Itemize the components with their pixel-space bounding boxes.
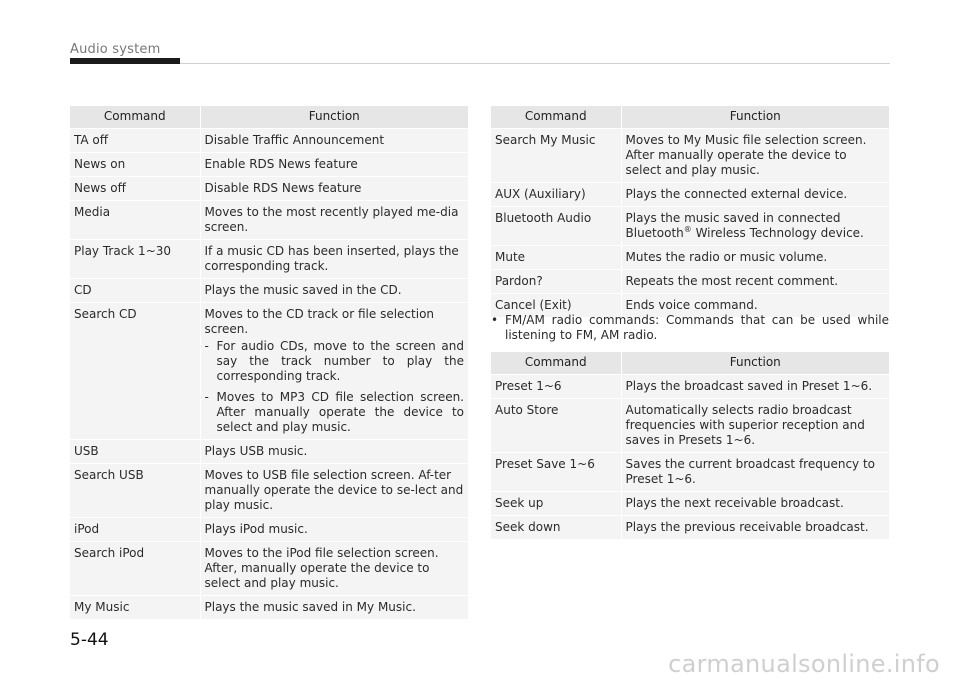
command-cell: Seek up [491,492,621,516]
command-cell: USB [70,440,200,464]
function-cell: Plays iPod music. [200,518,468,542]
function-cell: Moves to the iPod file selection screen. After, manually operate the device to select and play music. [200,542,468,596]
header-divider [180,63,890,64]
column-header-command: Command [491,352,621,375]
command-cell: Seek down [491,516,621,540]
command-cell: Auto Store [491,399,621,453]
command-cell: Cancel (Exit) [491,294,621,318]
function-text: Moves to the CD track or file selection screen. [204,307,435,336]
table-row [70,518,468,542]
column-header-command: Command [70,106,200,129]
watermark: carmanualsonline.info [668,650,940,678]
function-cell: Moves to My Music file selection screen. After manually operate the device to select and play music. [621,129,889,183]
command-cell: Media [70,201,200,240]
column-header-function: Function [621,352,889,375]
header-accent-bar [70,58,180,64]
command-cell: Search iPod [70,542,200,596]
command-cell: AUX (Auxiliary) [491,183,621,207]
table-header-row [70,106,468,129]
command-cell: My Music [70,596,200,620]
function-cell: Plays the previous receivable broadcast. [621,516,889,540]
column-header-function: Function [621,106,889,129]
table-row [70,153,468,177]
function-cell: Plays the connected external device. [621,183,889,207]
registered-mark: ® [683,225,692,234]
table-row [491,516,889,540]
table-row [70,464,468,518]
command-cell: News off [70,177,200,201]
page-number: 5-44 [70,630,109,650]
table-row [491,399,889,453]
table-header-row [491,352,889,375]
function-cell: If a music CD has been inserted, plays the corresponding track. [200,240,468,279]
command-cell: Search My Music [491,129,621,183]
function-cell: Plays the music saved in the CD. [200,279,468,303]
table-row [70,240,468,279]
function-cell: Disable RDS News feature [200,177,468,201]
table-row [491,453,889,492]
function-cell: Plays the broadcast saved in Preset 1~6. [621,375,889,399]
table-row [491,492,889,516]
table-row [491,129,889,183]
function-cell: Plays the music saved in My Music. [200,596,468,620]
function-cell: Disable Traffic Announcement [200,129,468,153]
column-header-function: Function [200,106,468,129]
function-cell: Mutes the radio or music volume. [621,246,889,270]
function-cell: Moves to the most recently played me-dia screen. [200,201,468,240]
function-cell: Repeats the most recent comment. [621,270,889,294]
section-title: Audio system [70,42,161,57]
table-row [491,270,889,294]
function-text-tail: Wireless Technology device. [691,226,864,240]
table-row [70,440,468,464]
command-cell: TA off [70,129,200,153]
function-cell [200,303,468,440]
function-cell: Plays USB music. [200,440,468,464]
radio-command-table [491,352,889,540]
function-cell [621,207,889,246]
voice-command-table-2 [491,106,889,318]
table-row [70,177,468,201]
function-cell: Plays the next receivable broadcast. [621,492,889,516]
function-cell: Moves to USB file selection screen. Af-ter manually operate the device to se-lect and play music. [200,464,468,518]
table-row [70,279,468,303]
table-row [491,246,889,270]
radio-commands-note [491,313,889,343]
voice-command-table-1 [70,106,468,620]
table-row [70,201,468,240]
sub-item: - Moves to MP3 CD file selection screen. After manually operate the device to select and play music. [204,390,464,434]
command-cell: Preset 1~6 [491,375,621,399]
function-cell: Automatically selects radio broadcast frequencies with superior reception and saves in Presets 1~6. [621,399,889,453]
command-cell: Search USB [70,464,200,518]
table-row [491,183,889,207]
note-text: FM/AM radio commands: Commands that can be used while listening to FM, AM radio. [505,313,889,342]
table-row [70,303,468,440]
command-cell: Mute [491,246,621,270]
command-cell: Preset Save 1~6 [491,453,621,492]
command-cell: Bluetooth Audio [491,207,621,246]
command-cell: News on [70,153,200,177]
table-row [70,542,468,596]
table-row [70,596,468,620]
function-cell: Saves the current broadcast frequency to Preset 1~6. [621,453,889,492]
command-cell: Play Track 1~30 [70,240,200,279]
command-cell: CD [70,279,200,303]
table-row [491,207,889,246]
sub-item-text: For audio CDs, move to the screen and say the track number to play the corresponding track. [216,339,464,383]
table-header-row [491,106,889,129]
bullet-marker: • [491,313,499,327]
command-cell: Pardon? [491,270,621,294]
column-header-command: Command [491,106,621,129]
command-cell: iPod [70,518,200,542]
table-row [491,375,889,399]
function-text: Plays the music saved in connected Bluetooth [625,211,841,240]
function-cell: Enable RDS News feature [200,153,468,177]
command-cell: Search CD [70,303,200,440]
table-row [70,129,468,153]
sub-item-text: Moves to MP3 CD file selection screen. After manually operate the device to select and play music. [216,390,464,434]
function-cell: Ends voice command. [621,294,889,318]
sub-item: - For audio CDs, move to the screen and say the track number to play the corresponding track. [204,339,464,383]
